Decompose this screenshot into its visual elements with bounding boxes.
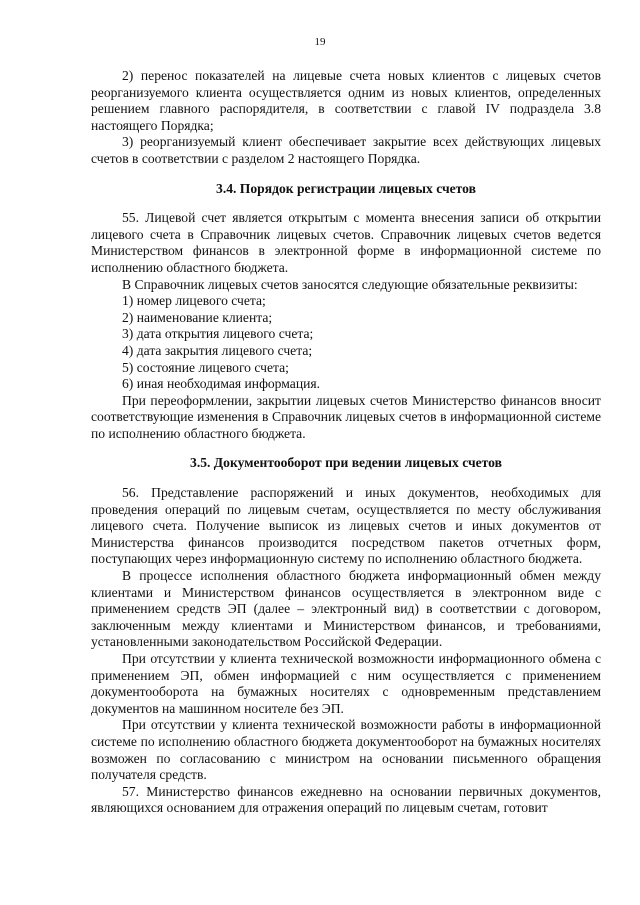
- paragraph-reorg-item-2: 2) перенос показателей на лицевые счета новых клиентов с лицевых счетов реорганизуемого клиента осуществляется одним из новых клиентов, определенных решением главного распорядителя, в соответствии с главой IV подраздела 3.8 настоящего Порядка;: [91, 68, 601, 133]
- paragraph-57: 57. Министерство финансов ежедневно на основании первичных документов, являющихся основанием для отражения операций по лицевым счетам, готовит: [91, 783, 601, 816]
- section-3-4-heading: 3.4. Порядок регистрации лицевых счетов: [216, 180, 476, 196]
- paragraph-56: 56. Представление распоряжений и иных документов, необходимых для проведения операций по лицевым счетам, осуществляется по месту обслуживания лицевого счета. Получение выписок из лицевых счетов и иных документов от Министерства финансов производится посредством пакетов отчетных форм, поступающих через информационную систему по исполнению областного бюджета.: [91, 485, 601, 567]
- paragraph-reorg-item-3: 3) реорганизуемый клиент обеспечивает закрытие всех действующих лицевых счетов в соответствии с разделом 2 настоящего Порядка.: [91, 134, 601, 166]
- requisite-item: 5) состояние лицевого счета;: [122, 359, 289, 375]
- requisite-item: 6) иная необходимая информация.: [122, 376, 321, 392]
- requisite-item: 3) дата открытия лицевого счета;: [122, 326, 314, 342]
- paragraph-no-system-access: При отсутствии у клиента технической возможности работы в информационной системе по исполнению областного бюджета документооборот на бумажных носителях возможен по согласованию с министром на основании письменного обращения получателя средств.: [91, 717, 601, 783]
- page-number: 19: [314, 36, 326, 48]
- requisites-intro: В Справочник лицевых счетов заносятся следующие обязательные реквизиты:: [122, 276, 578, 292]
- requisite-item: 2) наименование клиента;: [122, 309, 273, 325]
- section-3-5-heading: 3.5. Документооборот при ведении лицевых счетов: [190, 455, 502, 471]
- paragraph-paper-exchange: При отсутствии у клиента технической возможности информационного обмена с применением ЭП, обмен информацией с ним осуществляется с применением документооборота на бумажных носителях с одновременным представлением документов на машинном носителе без ЭП.: [91, 651, 601, 716]
- requisite-item: 4) дата закрытия лицевого счета;: [122, 342, 313, 358]
- paragraph-reissue: При переоформлении, закрытии лицевых счетов Министерство финансов вносит соответствующие изменения в Справочник лицевых счетов в информационной системе по исполнению областного бюджета.: [91, 392, 601, 441]
- requisite-item: 1) номер лицевого счета;: [122, 293, 266, 309]
- document-body: [91, 68, 601, 817]
- paragraph-55: 55. Лицевой счет является открытым с момента внесения записи об открытии лицевого счета в Справочник лицевых счетов. Справочник лицевых счетов ведется Министерством финансов в электронной форме в информационной системе по исполнению областного бюджета.: [91, 210, 601, 275]
- paragraph-electronic-exchange: В процессе исполнения областного бюджета информационный обмен между клиентами и Министерством финансов осуществляется в электронном виде с применением средств ЭП (далее – электронный вид) в соответствии с договором, заключенным между клиентами и Министерством финансов, и требованиями, установленными законодательством Российской Федерации.: [91, 568, 601, 650]
